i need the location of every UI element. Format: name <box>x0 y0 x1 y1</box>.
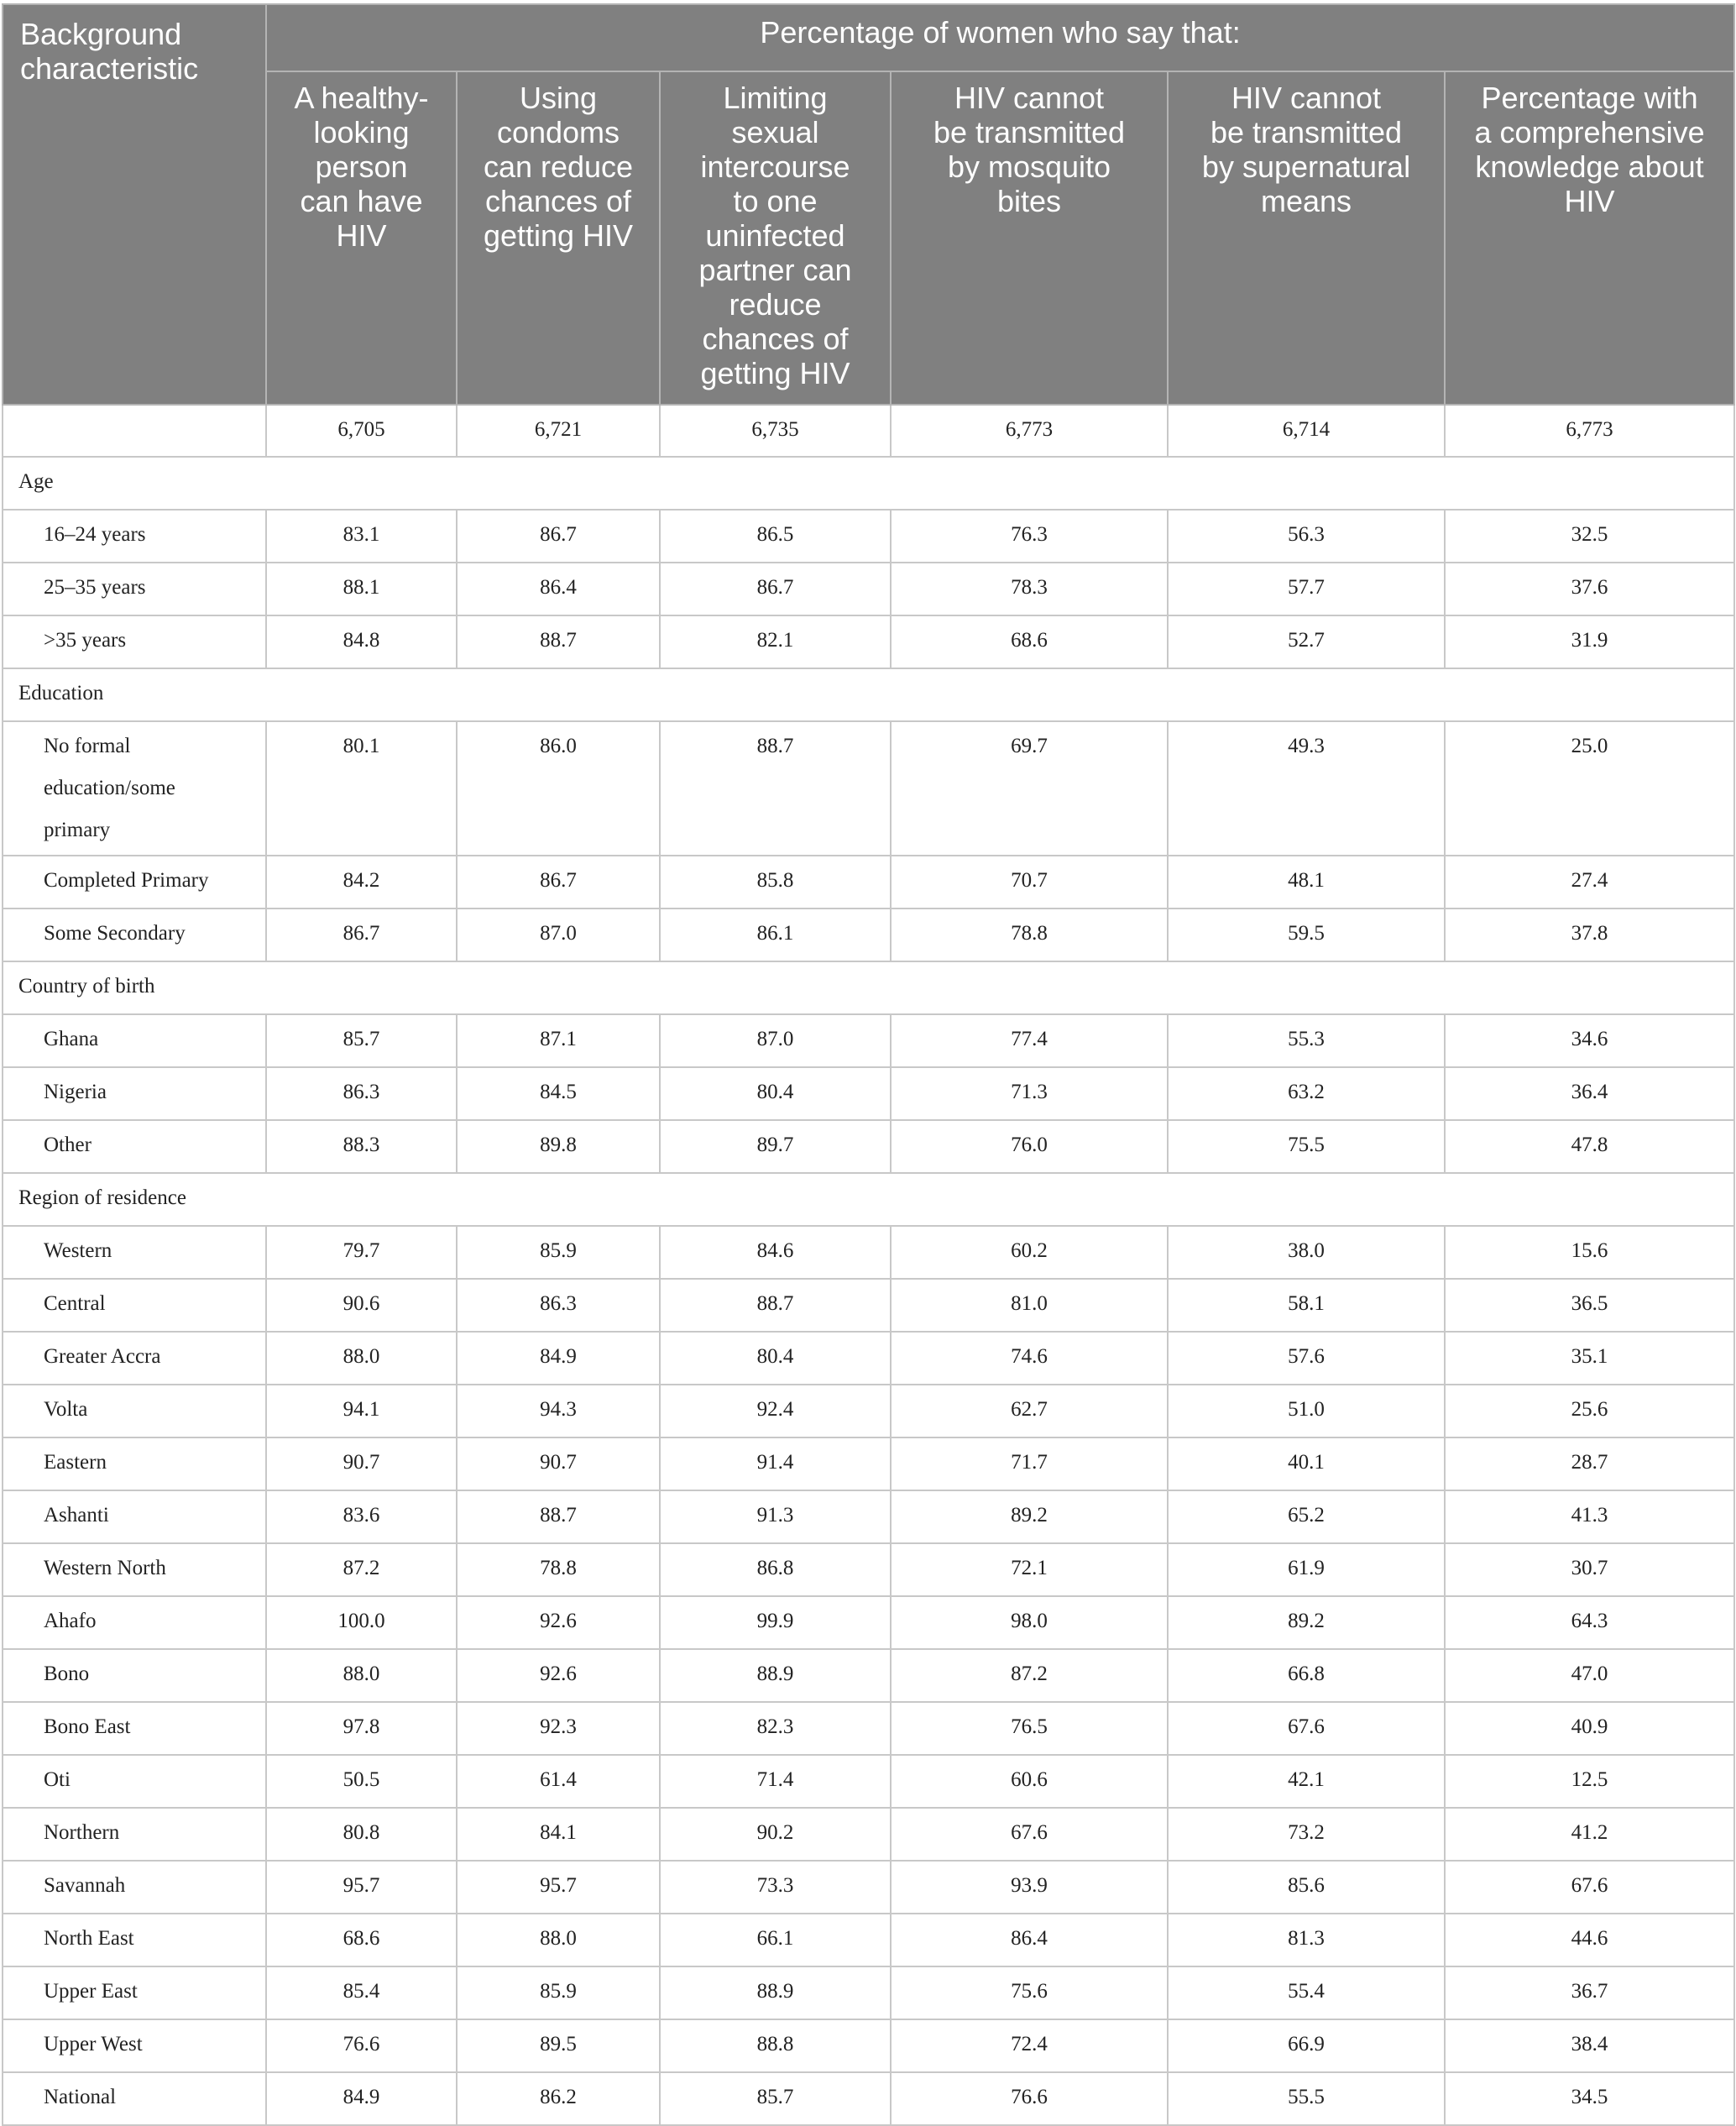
value-cell: 78.8 <box>891 909 1168 961</box>
value-cell: 88.9 <box>660 1966 891 2019</box>
value-cell: 88.0 <box>266 1332 457 1385</box>
table-row <box>3 1543 1734 1596</box>
row-label-line: primary <box>44 819 111 841</box>
sample-size-cell: 6,721 <box>457 405 660 457</box>
hiv-knowledge-table <box>2 3 1735 2126</box>
row-label: National <box>3 2072 266 2125</box>
value-cell: 76.6 <box>891 2072 1168 2125</box>
table-row <box>3 1702 1734 1755</box>
column-header-line: Using <box>519 81 598 115</box>
table-row <box>3 1279 1734 1332</box>
value-cell: 94.1 <box>266 1385 457 1437</box>
value-cell: 90.2 <box>660 1808 891 1861</box>
value-cell: 88.1 <box>266 563 457 615</box>
group-header: Percentage of women who say that: <box>266 4 1734 71</box>
row-label: Upper East <box>3 1966 266 2019</box>
value-cell: 86.7 <box>660 563 891 615</box>
column-header-5 <box>1168 71 1445 405</box>
value-cell: 40.9 <box>1445 1702 1734 1755</box>
column-header-1 <box>266 71 457 405</box>
value-cell: 48.1 <box>1168 856 1445 909</box>
value-cell: 25.6 <box>1445 1385 1734 1437</box>
column-header-2 <box>457 71 660 405</box>
value-cell: 65.2 <box>1168 1490 1445 1543</box>
table-row <box>3 1490 1734 1543</box>
row-label: North East <box>3 1914 266 1966</box>
value-cell: 95.7 <box>266 1861 457 1914</box>
section-row <box>3 668 1734 721</box>
value-cell: 42.1 <box>1168 1755 1445 1808</box>
section-row <box>3 961 1734 1014</box>
column-header-line: partner can <box>698 253 852 287</box>
section-title: Region of residence <box>3 1173 1734 1226</box>
value-cell: 78.8 <box>457 1543 660 1596</box>
value-cell: 86.1 <box>660 909 891 961</box>
sample-size-cell: 6,773 <box>1445 405 1734 457</box>
value-cell: 12.5 <box>1445 1755 1734 1808</box>
value-cell: 91.4 <box>660 1437 891 1490</box>
column-header-line: getting HIV <box>700 356 850 390</box>
table-row <box>3 1385 1734 1437</box>
value-cell: 66.1 <box>660 1914 891 1966</box>
row-label: Some Secondary <box>3 909 266 961</box>
value-cell: 91.3 <box>660 1490 891 1543</box>
sample-size-cell: 6,714 <box>1168 405 1445 457</box>
value-cell: 83.6 <box>266 1490 457 1543</box>
row-label: Completed Primary <box>3 856 266 909</box>
value-cell: 82.1 <box>660 615 891 668</box>
value-cell: 61.4 <box>457 1755 660 1808</box>
row-label-line: education/some <box>44 777 175 799</box>
value-cell: 28.7 <box>1445 1437 1734 1490</box>
table-row <box>3 1226 1734 1279</box>
sample-size-cell: 6,705 <box>266 405 457 457</box>
value-cell: 55.4 <box>1168 1966 1445 2019</box>
hiv-knowledge-table-container <box>2 3 1733 2126</box>
value-cell: 60.2 <box>891 1226 1168 1279</box>
value-cell: 32.5 <box>1445 510 1734 563</box>
value-cell: 67.6 <box>1168 1702 1445 1755</box>
value-cell: 89.5 <box>457 2019 660 2072</box>
table-row <box>3 909 1734 961</box>
value-cell: 86.3 <box>457 1279 660 1332</box>
value-cell: 90.7 <box>266 1437 457 1490</box>
sample-size-cell: 6,735 <box>660 405 891 457</box>
value-cell: 74.6 <box>891 1332 1168 1385</box>
value-cell: 80.8 <box>266 1808 457 1861</box>
value-cell: 81.0 <box>891 1279 1168 1332</box>
table-body <box>3 405 1734 2125</box>
value-cell: 88.7 <box>660 1279 891 1332</box>
value-cell: 31.9 <box>1445 615 1734 668</box>
row-label: Ghana <box>3 1014 266 1067</box>
table-row <box>3 721 1734 856</box>
value-cell: 89.2 <box>891 1490 1168 1543</box>
value-cell: 80.1 <box>266 721 457 856</box>
value-cell: 34.6 <box>1445 1014 1734 1067</box>
column-header-line: reduce <box>729 287 822 322</box>
column-header-4 <box>891 71 1168 405</box>
column-header-line: HIV cannot <box>954 81 1105 115</box>
column-header-6 <box>1445 71 1734 405</box>
value-cell: 51.0 <box>1168 1385 1445 1437</box>
column-header-line: intercourse <box>700 149 850 184</box>
value-cell: 88.3 <box>266 1120 457 1173</box>
row-label: Western North <box>3 1543 266 1596</box>
value-cell: 86.3 <box>266 1067 457 1120</box>
value-cell: 76.6 <box>266 2019 457 2072</box>
row-label <box>3 721 266 856</box>
table-row <box>3 1120 1734 1173</box>
column-header-line: to one <box>733 184 818 218</box>
value-cell: 88.8 <box>660 2019 891 2072</box>
row-label: Bono <box>3 1649 266 1702</box>
value-cell: 98.0 <box>891 1596 1168 1649</box>
value-cell: 69.7 <box>891 721 1168 856</box>
row-label: Ahafo <box>3 1596 266 1649</box>
value-cell: 85.8 <box>660 856 891 909</box>
value-cell: 85.6 <box>1168 1861 1445 1914</box>
row-label: Northern <box>3 1808 266 1861</box>
value-cell: 87.1 <box>457 1014 660 1067</box>
value-cell: 86.5 <box>660 510 891 563</box>
background-characteristic-header: Background characteristic <box>3 4 266 405</box>
column-header-line: knowledge about <box>1475 149 1704 184</box>
column-header-line: looking <box>313 115 410 149</box>
value-cell: 87.2 <box>266 1543 457 1596</box>
value-cell: 99.9 <box>660 1596 891 1649</box>
column-header-line: sexual <box>731 115 819 149</box>
row-label: >35 years <box>3 615 266 668</box>
value-cell: 87.2 <box>891 1649 1168 1702</box>
value-cell: 66.8 <box>1168 1649 1445 1702</box>
table-row <box>3 1755 1734 1808</box>
value-cell: 92.6 <box>457 1596 660 1649</box>
value-cell: 55.3 <box>1168 1014 1445 1067</box>
row-label: Ashanti <box>3 1490 266 1543</box>
column-header-line: chances of <box>702 322 849 356</box>
value-cell: 76.0 <box>891 1120 1168 1173</box>
value-cell: 92.3 <box>457 1702 660 1755</box>
value-cell: 35.1 <box>1445 1332 1734 1385</box>
row-label: Eastern <box>3 1437 266 1490</box>
value-cell: 68.6 <box>891 615 1168 668</box>
row-label: Central <box>3 1279 266 1332</box>
value-cell: 88.0 <box>266 1649 457 1702</box>
value-cell: 90.6 <box>266 1279 457 1332</box>
value-cell: 88.7 <box>457 1490 660 1543</box>
value-cell: 71.7 <box>891 1437 1168 1490</box>
value-cell: 90.7 <box>457 1437 660 1490</box>
value-cell: 36.7 <box>1445 1966 1734 2019</box>
value-cell: 27.4 <box>1445 856 1734 909</box>
value-cell: 81.3 <box>1168 1914 1445 1966</box>
value-cell: 47.8 <box>1445 1120 1734 1173</box>
value-cell: 85.9 <box>457 1966 660 2019</box>
column-header-line: by mosquito <box>947 149 1111 184</box>
table-row <box>3 1808 1734 1861</box>
row-label: 25–35 years <box>3 563 266 615</box>
value-cell: 36.5 <box>1445 1279 1734 1332</box>
value-cell: 88.0 <box>457 1914 660 1966</box>
value-cell: 84.5 <box>457 1067 660 1120</box>
table-header <box>3 4 1734 405</box>
value-cell: 78.3 <box>891 563 1168 615</box>
value-cell: 58.1 <box>1168 1279 1445 1332</box>
value-cell: 41.3 <box>1445 1490 1734 1543</box>
sample-size-label <box>3 405 266 457</box>
value-cell: 57.6 <box>1168 1332 1445 1385</box>
row-label-line: No formal <box>44 735 131 757</box>
column-header-line: be transmitted <box>933 115 1126 149</box>
column-header-line: getting HIV <box>483 218 634 253</box>
row-label: Oti <box>3 1755 266 1808</box>
value-cell: 79.7 <box>266 1226 457 1279</box>
column-header-line: Percentage with <box>1481 81 1698 115</box>
table-row <box>3 1596 1734 1649</box>
value-cell: 15.6 <box>1445 1226 1734 1279</box>
table-row <box>3 2019 1734 2072</box>
value-cell: 86.4 <box>457 563 660 615</box>
value-cell: 84.8 <box>266 615 457 668</box>
row-label: Volta <box>3 1385 266 1437</box>
table-row <box>3 2072 1734 2125</box>
table-row <box>3 1437 1734 1490</box>
row-label: Other <box>3 1120 266 1173</box>
value-cell: 94.3 <box>457 1385 660 1437</box>
value-cell: 62.7 <box>891 1385 1168 1437</box>
section-title: Age <box>3 457 1734 510</box>
value-cell: 100.0 <box>266 1596 457 1649</box>
column-header-line: HIV cannot <box>1231 81 1382 115</box>
value-cell: 85.4 <box>266 1966 457 2019</box>
value-cell: 93.9 <box>891 1861 1168 1914</box>
value-cell: 80.4 <box>660 1067 891 1120</box>
column-header-line: bites <box>996 184 1062 218</box>
value-cell: 66.9 <box>1168 2019 1445 2072</box>
column-header-line: uninfected <box>705 218 845 253</box>
value-cell: 86.0 <box>457 721 660 856</box>
value-cell: 84.9 <box>457 1332 660 1385</box>
value-cell: 49.3 <box>1168 721 1445 856</box>
value-cell: 67.6 <box>891 1808 1168 1861</box>
value-cell: 88.7 <box>660 721 891 856</box>
value-cell: 84.6 <box>660 1226 891 1279</box>
value-cell: 68.6 <box>266 1914 457 1966</box>
value-cell: 38.4 <box>1445 2019 1734 2072</box>
column-header-line: can have <box>300 184 423 218</box>
table-row <box>3 1914 1734 1966</box>
value-cell: 84.2 <box>266 856 457 909</box>
value-cell: 25.0 <box>1445 721 1734 856</box>
column-header-line: be transmitted <box>1210 115 1403 149</box>
row-label: Bono East <box>3 1702 266 1755</box>
row-label: Savannah <box>3 1861 266 1914</box>
value-cell: 87.0 <box>457 909 660 961</box>
sample-size-cell: 6,773 <box>891 405 1168 457</box>
value-cell: 64.3 <box>1445 1596 1734 1649</box>
value-cell: 61.9 <box>1168 1543 1445 1596</box>
section-title: Country of birth <box>3 961 1734 1014</box>
value-cell: 72.1 <box>891 1543 1168 1596</box>
row-label: Nigeria <box>3 1067 266 1120</box>
table-row <box>3 1014 1734 1067</box>
value-cell: 88.7 <box>457 615 660 668</box>
value-cell: 73.3 <box>660 1861 891 1914</box>
column-header-line: a comprehensive <box>1474 115 1705 149</box>
value-cell: 86.7 <box>266 909 457 961</box>
column-header-line: by supernatural <box>1201 149 1411 184</box>
column-header-line: chances of <box>484 184 632 218</box>
value-cell: 72.4 <box>891 2019 1168 2072</box>
value-cell: 86.4 <box>891 1914 1168 1966</box>
table-row <box>3 615 1734 668</box>
value-cell: 70.7 <box>891 856 1168 909</box>
value-cell: 89.8 <box>457 1120 660 1173</box>
value-cell: 47.0 <box>1445 1649 1734 1702</box>
value-cell: 89.2 <box>1168 1596 1445 1649</box>
value-cell: 75.6 <box>891 1966 1168 2019</box>
value-cell: 88.9 <box>660 1649 891 1702</box>
value-cell: 77.4 <box>891 1014 1168 1067</box>
value-cell: 37.6 <box>1445 563 1734 615</box>
column-header-line: condoms <box>496 115 620 149</box>
value-cell: 87.0 <box>660 1014 891 1067</box>
column-header-line: HIV <box>1564 184 1615 218</box>
section-row <box>3 1173 1734 1226</box>
table-row <box>3 563 1734 615</box>
value-cell: 34.5 <box>1445 2072 1734 2125</box>
value-cell: 63.2 <box>1168 1067 1445 1120</box>
section-title: Education <box>3 668 1734 721</box>
value-cell: 86.8 <box>660 1543 891 1596</box>
value-cell: 57.7 <box>1168 563 1445 615</box>
column-header-line: Limiting <box>723 81 828 115</box>
column-header-line: can reduce <box>483 149 634 184</box>
value-cell: 37.8 <box>1445 909 1734 961</box>
row-label: Greater Accra <box>3 1332 266 1385</box>
value-cell: 41.2 <box>1445 1808 1734 1861</box>
value-cell: 86.7 <box>457 856 660 909</box>
value-cell: 82.3 <box>660 1702 891 1755</box>
column-header-line: A healthy- <box>294 81 429 115</box>
value-cell: 85.7 <box>266 1014 457 1067</box>
value-cell: 36.4 <box>1445 1067 1734 1120</box>
value-cell: 76.3 <box>891 510 1168 563</box>
value-cell: 92.6 <box>457 1649 660 1702</box>
value-cell: 86.7 <box>457 510 660 563</box>
value-cell: 84.1 <box>457 1808 660 1861</box>
column-header-3 <box>660 71 891 405</box>
value-cell: 30.7 <box>1445 1543 1734 1596</box>
column-header-line: person <box>315 149 408 184</box>
column-header-line: HIV <box>336 218 387 253</box>
row-label: 16–24 years <box>3 510 266 563</box>
value-cell: 85.9 <box>457 1226 660 1279</box>
value-cell: 38.0 <box>1168 1226 1445 1279</box>
table-row <box>3 1966 1734 2019</box>
table-row <box>3 1861 1734 1914</box>
value-cell: 84.9 <box>266 2072 457 2125</box>
value-cell: 52.7 <box>1168 615 1445 668</box>
value-cell: 60.6 <box>891 1755 1168 1808</box>
value-cell: 59.5 <box>1168 909 1445 961</box>
table-row <box>3 1649 1734 1702</box>
table-row <box>3 856 1734 909</box>
column-header-line: means <box>1260 184 1352 218</box>
row-label: Western <box>3 1226 266 1279</box>
table-row <box>3 510 1734 563</box>
value-cell: 67.6 <box>1445 1861 1734 1914</box>
value-cell: 40.1 <box>1168 1437 1445 1490</box>
sample-size-row <box>3 405 1734 457</box>
value-cell: 73.2 <box>1168 1808 1445 1861</box>
value-cell: 71.4 <box>660 1755 891 1808</box>
value-cell: 55.5 <box>1168 2072 1445 2125</box>
value-cell: 86.2 <box>457 2072 660 2125</box>
value-cell: 92.4 <box>660 1385 891 1437</box>
table-row <box>3 1332 1734 1385</box>
value-cell: 83.1 <box>266 510 457 563</box>
value-cell: 95.7 <box>457 1861 660 1914</box>
value-cell: 85.7 <box>660 2072 891 2125</box>
value-cell: 97.8 <box>266 1702 457 1755</box>
value-cell: 71.3 <box>891 1067 1168 1120</box>
value-cell: 80.4 <box>660 1332 891 1385</box>
table-row <box>3 1067 1734 1120</box>
value-cell: 56.3 <box>1168 510 1445 563</box>
value-cell: 89.7 <box>660 1120 891 1173</box>
row-label: Upper West <box>3 2019 266 2072</box>
section-row <box>3 457 1734 510</box>
value-cell: 76.5 <box>891 1702 1168 1755</box>
value-cell: 75.5 <box>1168 1120 1445 1173</box>
value-cell: 50.5 <box>266 1755 457 1808</box>
value-cell: 44.6 <box>1445 1914 1734 1966</box>
